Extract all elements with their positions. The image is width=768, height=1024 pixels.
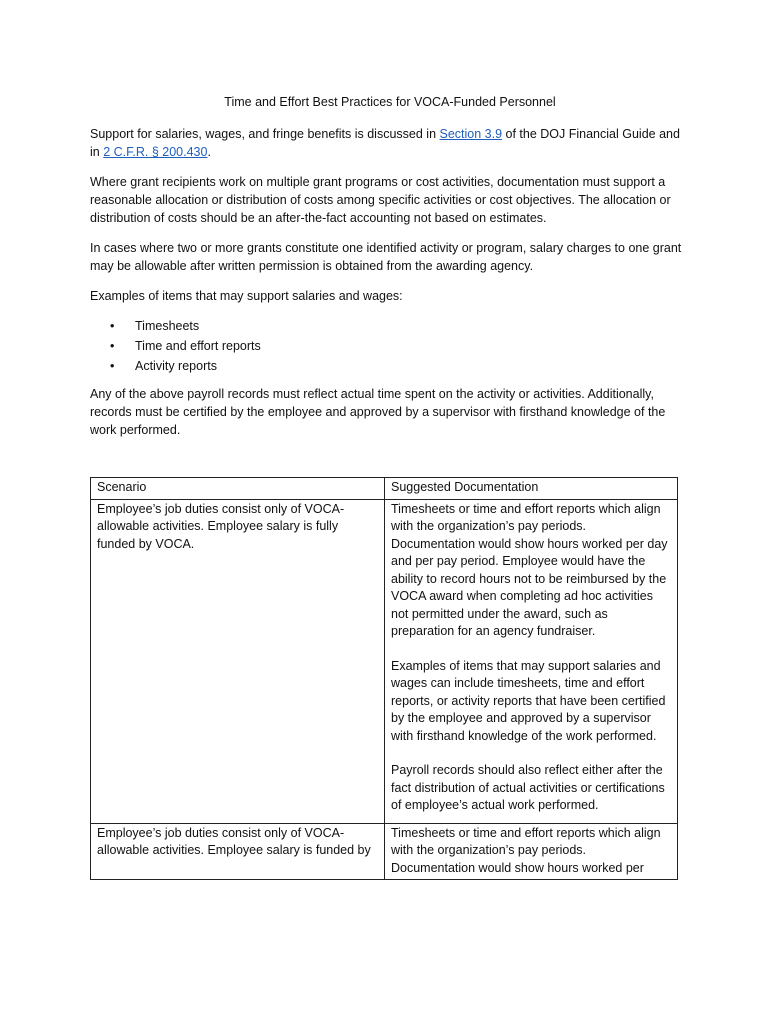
table-row xyxy=(91,823,678,880)
list-item-text: Timesheets xyxy=(135,319,200,333)
scenario-documentation-table xyxy=(90,477,678,880)
list-item xyxy=(110,337,690,355)
bullet-icon: • xyxy=(110,359,115,373)
intro-text-2: of the DOJ Financial Guide and in xyxy=(90,127,680,159)
documentation-cell xyxy=(385,499,678,823)
support-items-list xyxy=(90,317,690,375)
cfr-200-430-link[interactable]: 2 C.F.R. § 200.430 xyxy=(103,145,208,159)
bullet-icon: • xyxy=(110,339,115,353)
scenario-column-header: Scenario xyxy=(91,478,385,500)
scenario-cell: Employee’s job duties consist only of VOCA-allowable activities. Employee salary is fully funded by VOCA. xyxy=(91,499,385,823)
list-item xyxy=(110,317,690,335)
bullet-icon: • xyxy=(110,319,115,333)
list-item-text: Time and effort reports xyxy=(135,339,261,353)
table-row xyxy=(91,499,678,823)
documentation-paragraph: Payroll records should also reflect either after the fact distribution of actual activities or certifications of employee’s actual work performed. xyxy=(391,763,665,812)
section-3-9-link[interactable]: Section 3.9 xyxy=(439,127,503,141)
list-item-text: Activity reports xyxy=(135,359,217,373)
documentation-cell xyxy=(385,823,678,880)
scenario-cell: Employee’s job duties consist only of VOCA-allowable activities. Employee salary is funded by xyxy=(91,823,385,880)
document-title: Time and Effort Best Practices for VOCA-Funded Personnel xyxy=(224,95,556,109)
examples-intro-paragraph: Examples of items that may support salaries and wages: xyxy=(90,289,403,303)
documentation-paragraph: Timesheets or time and effort reports which align with the organization’s pay periods. Documentation would show hours worked per xyxy=(391,825,661,875)
documentation-column-header: Suggested Documentation xyxy=(385,478,678,500)
intro-paragraph xyxy=(90,125,690,161)
table-header-row xyxy=(91,478,678,500)
multiple-programs-paragraph: Where grant recipients work on multiple grant programs or cost activities, documentation must support a reasonable allocation or distribution of costs among specific activities or cost objectives. The allocation or distribution of costs should be an after-the-fact accounting not based on estimates. xyxy=(90,175,671,225)
two-grants-paragraph: In cases where two or more grants constitute one identified activity or program, salary charges to one grant may be allowable after written permission is obtained from the awarding agency. xyxy=(90,241,682,273)
intro-text-3: . xyxy=(207,145,211,159)
documentation-paragraph: Timesheets or time and effort reports which align with the organization’s pay periods. Documentation would show hours worked per day and per pay period. Employee would have the ability to record hours not to be reimbursed by the VOCA award when completing ad hoc activities not permitted under the award, such as preparation for an agency fundraiser. xyxy=(391,501,668,638)
document-body xyxy=(90,93,690,451)
certification-paragraph: Any of the above payroll records must reflect actual time spent on the activity or activities. Additionally, records must be certified by the employee and approved by a supervisor with firsthand knowledge of the work performed. xyxy=(90,387,666,437)
intro-text-1: Support for salaries, wages, and fringe benefits is discussed in xyxy=(90,127,440,141)
documentation-paragraph: Examples of items that may support salaries and wages can include timesheets, time and effort reports, or activity reports that have been certified by the employee and approved by a supervisor with firsthand knowledge of the work performed. xyxy=(391,658,666,743)
list-item xyxy=(110,357,690,375)
